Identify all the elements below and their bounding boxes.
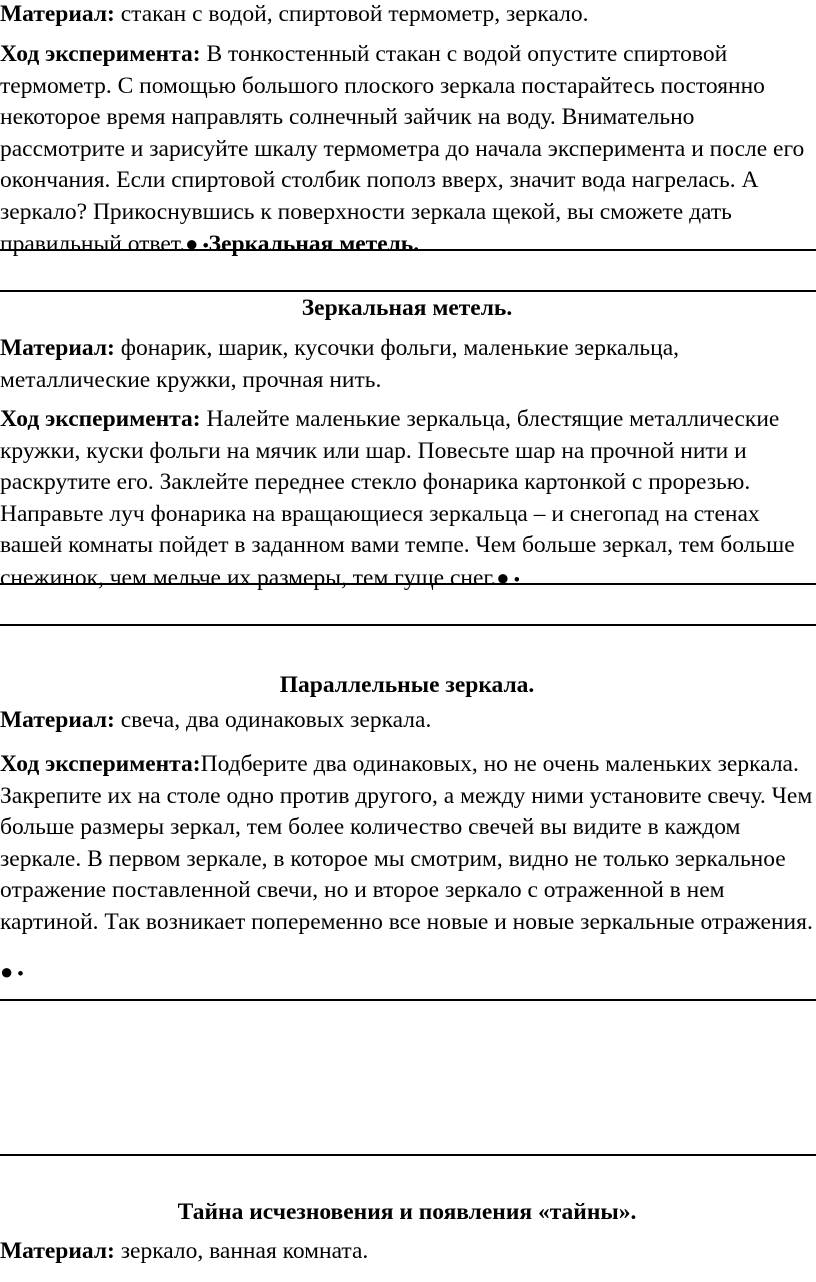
bullet-large: ● [185, 231, 199, 256]
material-label: Материал: [0, 707, 115, 733]
bullet-small: • [198, 236, 209, 255]
bullet-small: • [509, 569, 520, 589]
divider [0, 249, 816, 251]
bullet-small: • [13, 964, 24, 983]
material-text: свеча, два одинаковых зеркала. [114, 707, 432, 733]
section3-procedure [0, 749, 814, 938]
procedure-text: Подберите два одинаковых, но не очень маленьких зеркала. Закрепите их на столе одно против другого, а между ними установите свечу. Чем больше размеры зеркал, тем более количество свечей вы видите в каждом зеркале. В первом зеркале, в которое мы смотрим, видно не только зеркальное отражение поставленной свечи, но и второе зеркало с отраженной в нем картиной. Так возникает попеременно все новые и новые зеркальные отражения. [0, 751, 813, 935]
procedure-label: Ход эксперимента: [0, 41, 201, 67]
section3-bullets [0, 956, 814, 990]
divider [0, 290, 816, 292]
section4-material [0, 1236, 814, 1268]
section2-material [0, 333, 814, 396]
section3-material [0, 705, 814, 737]
trailing-title: Зеркальная метель. [208, 231, 420, 257]
procedure-label: Ход эксперимента: [0, 406, 201, 432]
section2-title: Зеркальная метель. [301, 295, 513, 321]
section4-title: Тайна исчезновения и появления «тайны». [177, 1199, 637, 1225]
divider [0, 999, 816, 1001]
material-text: зеркало, ванная комната. [114, 1238, 369, 1264]
section1-procedure [0, 39, 814, 262]
bullet-large: ● [0, 959, 14, 984]
material-text: фонарик, шарик, кусочки фольги, маленькие зеркальца, металлические кружки, прочная нить. [0, 335, 680, 393]
procedure-text: Налейте маленькие зеркальца, блестящие металлические кружки, куски фольги на мячик или шар. Повесьте шар на прочной нити и раскрутите его. Заклейте переднее стекло фонарика картонкой с прорезью. Направьте луч фонарика на вращающиеся зеркальца – и снегопад на стенах вашей комнаты пойдет в заданном вами темпе. Чем больше зеркал, тем больше снежинок, чем мельче их размеры, тем гуще снег. [0, 406, 795, 591]
material-label: Материал: [0, 335, 115, 361]
bullet-large: ● [496, 564, 510, 590]
section3-title: Параллельные зеркала. [279, 672, 535, 698]
material-text: стакан с водой, спиртовой термометр, зеркало. [114, 1, 589, 27]
section2-procedure [0, 404, 814, 595]
procedure-text: В тонкостенный стакан с водой опустите спиртовой термометр. С помощью большого плоского зеркала постарайтесь постоянно некоторое время направлять солнечный зайчик на воду. Внимательно рассмотрите и зарисуйте шкалу термометра до начала эксперимента и после его окончания. Если спиртовой столбик пополз вверх, значит вода нагрелась. А зеркало? Прикоснувшись к поверхности зеркала щекой, вы сможете дать правильный ответ. [0, 41, 805, 257]
divider [0, 624, 816, 626]
material-label: Материал: [0, 1238, 115, 1264]
divider [0, 583, 816, 585]
divider [0, 1154, 816, 1156]
material-label: Материал: [0, 1, 115, 27]
procedure-label: Ход эксперимента: [0, 751, 201, 777]
section1-material [0, 0, 814, 31]
